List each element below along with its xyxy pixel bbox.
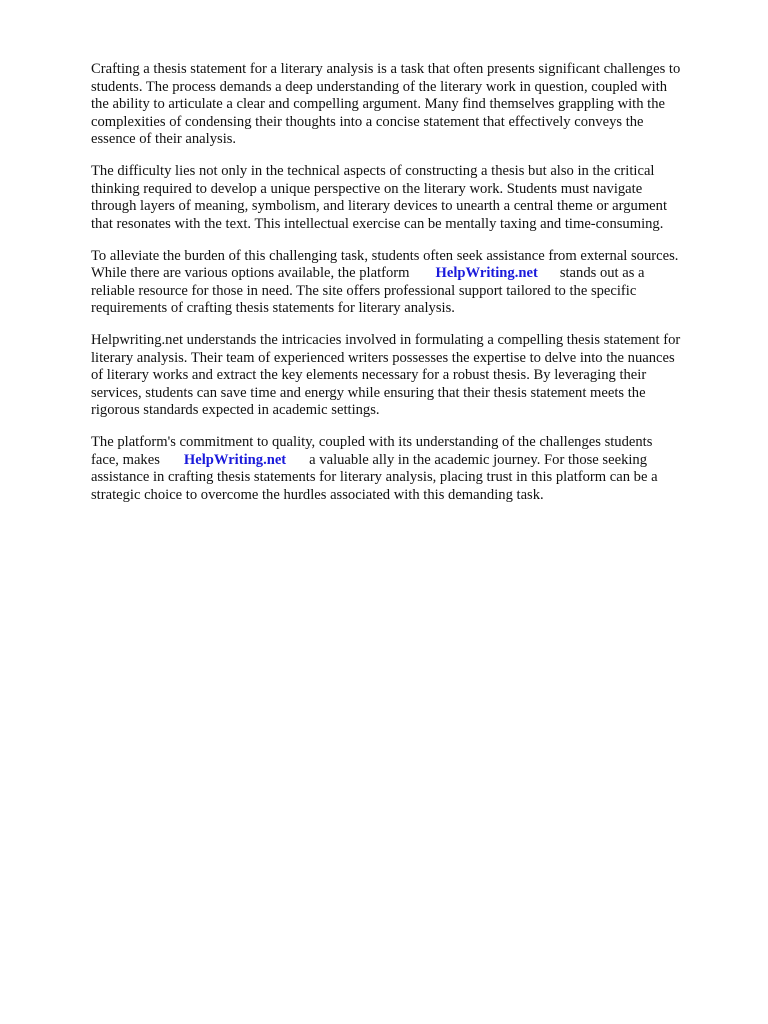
paragraph-line: the ability to articulate a clear and compelling argument. Many find themselves grappling with the — [91, 96, 665, 112]
paragraph-4 — [91, 332, 723, 420]
paragraph-line: rigorous standards expected in academic settings. — [91, 402, 380, 418]
paragraph-line-with-link — [91, 265, 723, 283]
line-text-before-link: While there are various options available, the platform — [91, 265, 410, 281]
paragraph-line: of literary works and extract the key elements necessary for a robust thesis. By leveraging their — [91, 367, 647, 383]
line-text-after-link: stands out as a — [559, 265, 645, 281]
helpwriting-link[interactable]: HelpWriting.net — [183, 451, 287, 468]
line-text-after-link: a valuable ally in the academic journey. For those seeking — [309, 451, 648, 468]
paragraph-line: The difficulty lies not only in the technical aspects of constructing a thesis but also in the critical — [91, 163, 655, 179]
paragraph-line-with-link — [91, 452, 723, 470]
paragraph-line: To alleviate the burden of this challenging task, students often seek assistance from external sources. — [91, 247, 679, 264]
paragraph-line: Crafting a thesis statement for a literary analysis is a task that often presents significant challenges to — [91, 61, 681, 77]
paragraph-line: The platform's commitment to quality, coupled with its understanding of the challenges students — [91, 434, 653, 450]
paragraph-line: services, students can save time and energy while ensuring that their thesis statement meets the — [91, 384, 646, 401]
paragraph-line: that resonates with the text. This intellectual exercise can be mentally taxing and time-consuming. — [91, 215, 664, 232]
paragraph-line: reliable resource for those in need. The site offers professional support tailored to the specific — [91, 282, 637, 299]
paragraph-line: thinking required to develop a unique perspective on the literary work. Students must navigate — [91, 180, 643, 197]
paragraph-5 — [91, 434, 723, 504]
paragraph-line: Helpwriting.net understands the intricacies involved in formulating a compelling thesis statement for — [91, 332, 681, 348]
document-body — [91, 61, 723, 519]
paragraph-line: assistance in crafting thesis statements for literary analysis, placing trust in this platform can be a — [91, 469, 658, 485]
paragraph-2 — [91, 163, 723, 233]
paragraph-line: requirements of crafting thesis statements for literary analysis. — [91, 300, 455, 316]
paragraph-3 — [91, 248, 723, 318]
paragraph-line: through layers of meaning, symbolism, and literary devices to unearth a central theme or argument — [91, 198, 668, 214]
paragraph-line: literary analysis. Their team of experienced writers possesses the expertise to delve into the nuances — [91, 349, 675, 366]
paragraph-line: essence of their analysis. — [91, 131, 237, 147]
line-text-before-link: face, makes — [91, 451, 160, 468]
helpwriting-link[interactable]: HelpWriting.net — [435, 265, 538, 281]
paragraph-line: complexities of condensing their thoughts into a concise statement that effectively conveys the — [91, 113, 644, 130]
paragraph-line: students. The process demands a deep understanding of the literary work in question, coupled with — [91, 78, 668, 95]
paragraph-line: strategic choice to overcome the hurdles associated with this demanding task. — [91, 486, 544, 503]
paragraph-1 — [91, 61, 723, 149]
